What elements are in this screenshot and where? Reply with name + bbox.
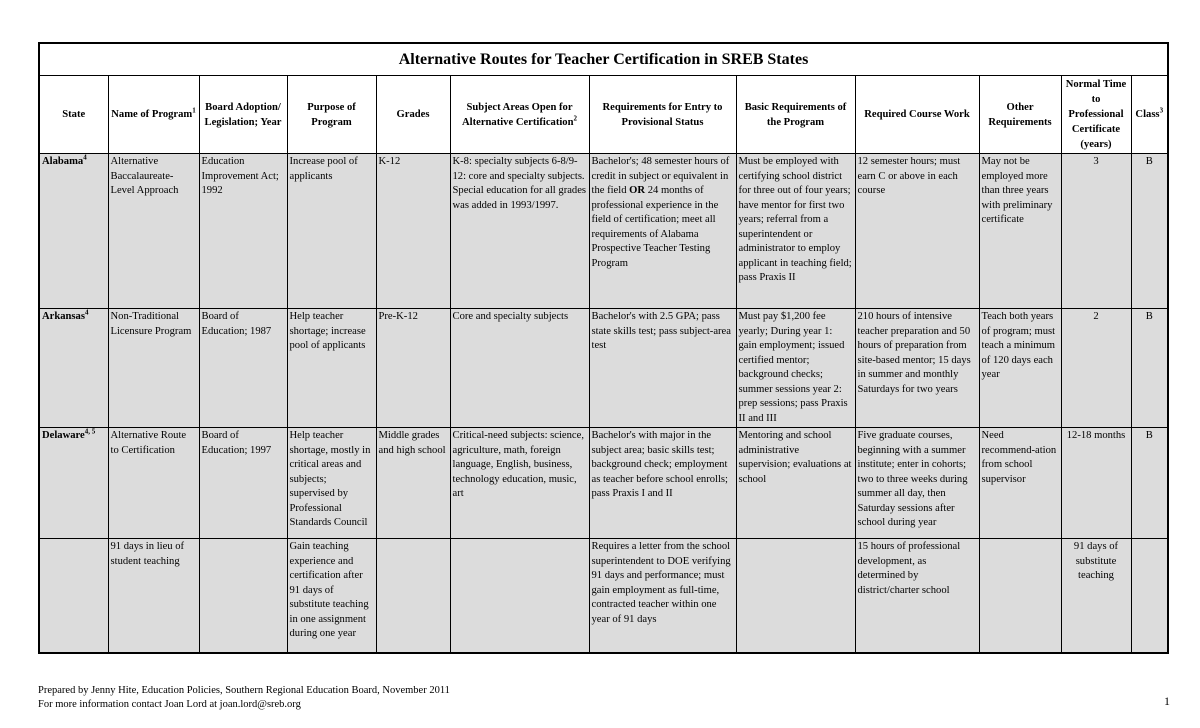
header-purpose: Purpose of Program (287, 76, 376, 154)
state-cell (40, 539, 108, 653)
other-cell: May not be employed more than three years with preliminary certificate (979, 154, 1061, 309)
purpose-cell: Help teacher shortage, mostly in critical areas and subjects; supervised by Professional Standards Council (287, 428, 376, 539)
basic-cell: Must pay $1,200 fee yearly; During year 1: gain employment; issued certified mentor; background checks; summer sessions year 2: prep sessions; pass Praxis II and III (736, 309, 855, 428)
program-cell: Non-Traditional Licensure Program (108, 309, 199, 428)
class-cell: B (1131, 428, 1167, 539)
page-title: Alternative Routes for Teacher Certification in SREB States (40, 44, 1167, 76)
header-basic: Basic Requirements of the Program (736, 76, 855, 154)
program-cell: 91 days in lieu of student teaching (108, 539, 199, 653)
table-row (40, 154, 1167, 309)
purpose-cell: Increase pool of applicants (287, 154, 376, 309)
header-other: Other Requirements (979, 76, 1061, 154)
purpose-cell: Help teacher shortage; increase pool of applicants (287, 309, 376, 428)
table-row (40, 309, 1167, 428)
coursework-cell: 210 hours of intensive teacher preparation and 50 hours of preparation from site-based mentor; 15 days in summer and monthly Saturdays for two years (855, 309, 979, 428)
header-grades: Grades (376, 76, 450, 154)
header-class: Class$^3$ (1131, 76, 1167, 154)
footer-prepared-by: Prepared by Jenny Hite, Education Policies, Southern Regional Education Board, November 2011 (38, 685, 450, 696)
board-cell: Education Improvement Act; 1992 (199, 154, 287, 309)
coursework-cell: 15 hours of professional development, as determined by district/charter school (855, 539, 979, 653)
requirements-cell: Bachelor's with major in the subject area; basic skills test; background check; employment as teacher before school enrolls; pass Praxis I and II (589, 428, 736, 539)
certification-table-sheet (38, 42, 1169, 654)
grades-cell (376, 539, 450, 653)
basic-cell: Must be employed with certifying school district for three out of four years; have mentor for first two years; referral from a superintendent or administrator to employ applicant in teaching field; pass Praxis II (736, 154, 855, 309)
requirements-cell: Requires a letter from the school superintendent to DOE verifying 91 days and performance; must gain employment as full-time, contracted teacher within one year of 91 days (589, 539, 736, 653)
certification-table (40, 76, 1167, 652)
subjects-cell (450, 539, 589, 653)
board-cell (199, 539, 287, 653)
time-cell: 91 days of substitute teaching (1061, 539, 1131, 653)
grades-cell: K-12 (376, 154, 450, 309)
board-cell: Board of Education; 1987 (199, 309, 287, 428)
header-coursework: Required Course Work (855, 76, 979, 154)
program-cell: Alternative Route to Certification (108, 428, 199, 539)
class-cell: B (1131, 154, 1167, 309)
requirements-cell: Bachelor's with 2.5 GPA; pass state skills test; pass subject-area test (589, 309, 736, 428)
basic-cell (736, 539, 855, 653)
other-cell: Teach both years of program; must teach a minimum of 120 days each year (979, 309, 1061, 428)
purpose-cell: Gain teaching experience and certification after 91 days of substitute teaching in one assignment during one year (287, 539, 376, 653)
header-subjects: Subject Areas Open for Alternative Certification$^2$ (450, 76, 589, 154)
state-cell: Alabama$^4$ (40, 154, 108, 309)
state-cell: Arkansas$^4$ (40, 309, 108, 428)
time-cell: 12-18 months (1061, 428, 1131, 539)
requirements-cell: Bachelor's; 48 semester hours of credit in subject or equivalent in the field OR 24 months of professional experience in the field of certification; meet all requirements of Alabama Prospective Teacher Testing Program (589, 154, 736, 309)
program-cell: Alternative Baccalaureate-Level Approach (108, 154, 199, 309)
subjects-cell: Core and specialty subjects (450, 309, 589, 428)
footer (38, 684, 450, 712)
subjects-cell: Critical-need subjects: science, agriculture, math, foreign language, English, business, technology education, music, art (450, 428, 589, 539)
table-row (40, 539, 1167, 653)
header-state: State (40, 76, 108, 154)
grades-cell: Pre-K-12 (376, 309, 450, 428)
footer-contact: For more information contact Joan Lord at joan.lord@sreb.org (38, 699, 301, 710)
basic-cell: Mentoring and school administrative supervision; evaluations at school (736, 428, 855, 539)
coursework-cell: Five graduate courses, beginning with a summer institute; enter in cohorts; two to three weeks during summer all day, then Saturday sessions after school during year (855, 428, 979, 539)
other-cell (979, 539, 1061, 653)
subjects-cell: K-8: specialty subjects 6-8/9-12: core and specialty subjects. Special education for all grades was added in 1993/1997. (450, 154, 589, 309)
time-cell: 2 (1061, 309, 1131, 428)
header-requirements: Requirements for Entry to Provisional Status (589, 76, 736, 154)
grades-cell: Middle grades and high school (376, 428, 450, 539)
board-cell: Board of Education; 1997 (199, 428, 287, 539)
header-normal-time: Normal Time to Professional Certificate (years) (1061, 76, 1131, 154)
table-header-row (40, 76, 1167, 154)
header-program: Name of Program$^1$ (108, 76, 199, 154)
class-cell (1131, 539, 1167, 653)
table-row (40, 428, 1167, 539)
class-cell: B (1131, 309, 1167, 428)
page-number: 1 (1164, 694, 1170, 708)
header-board: Board Adoption/ Legislation; Year (199, 76, 287, 154)
time-cell: 3 (1061, 154, 1131, 309)
coursework-cell: 12 semester hours; must earn C or above in each course (855, 154, 979, 309)
state-cell: Delaware$^{4, 5}$ (40, 428, 108, 539)
other-cell: Need recommend-ation from school supervisor (979, 428, 1061, 539)
